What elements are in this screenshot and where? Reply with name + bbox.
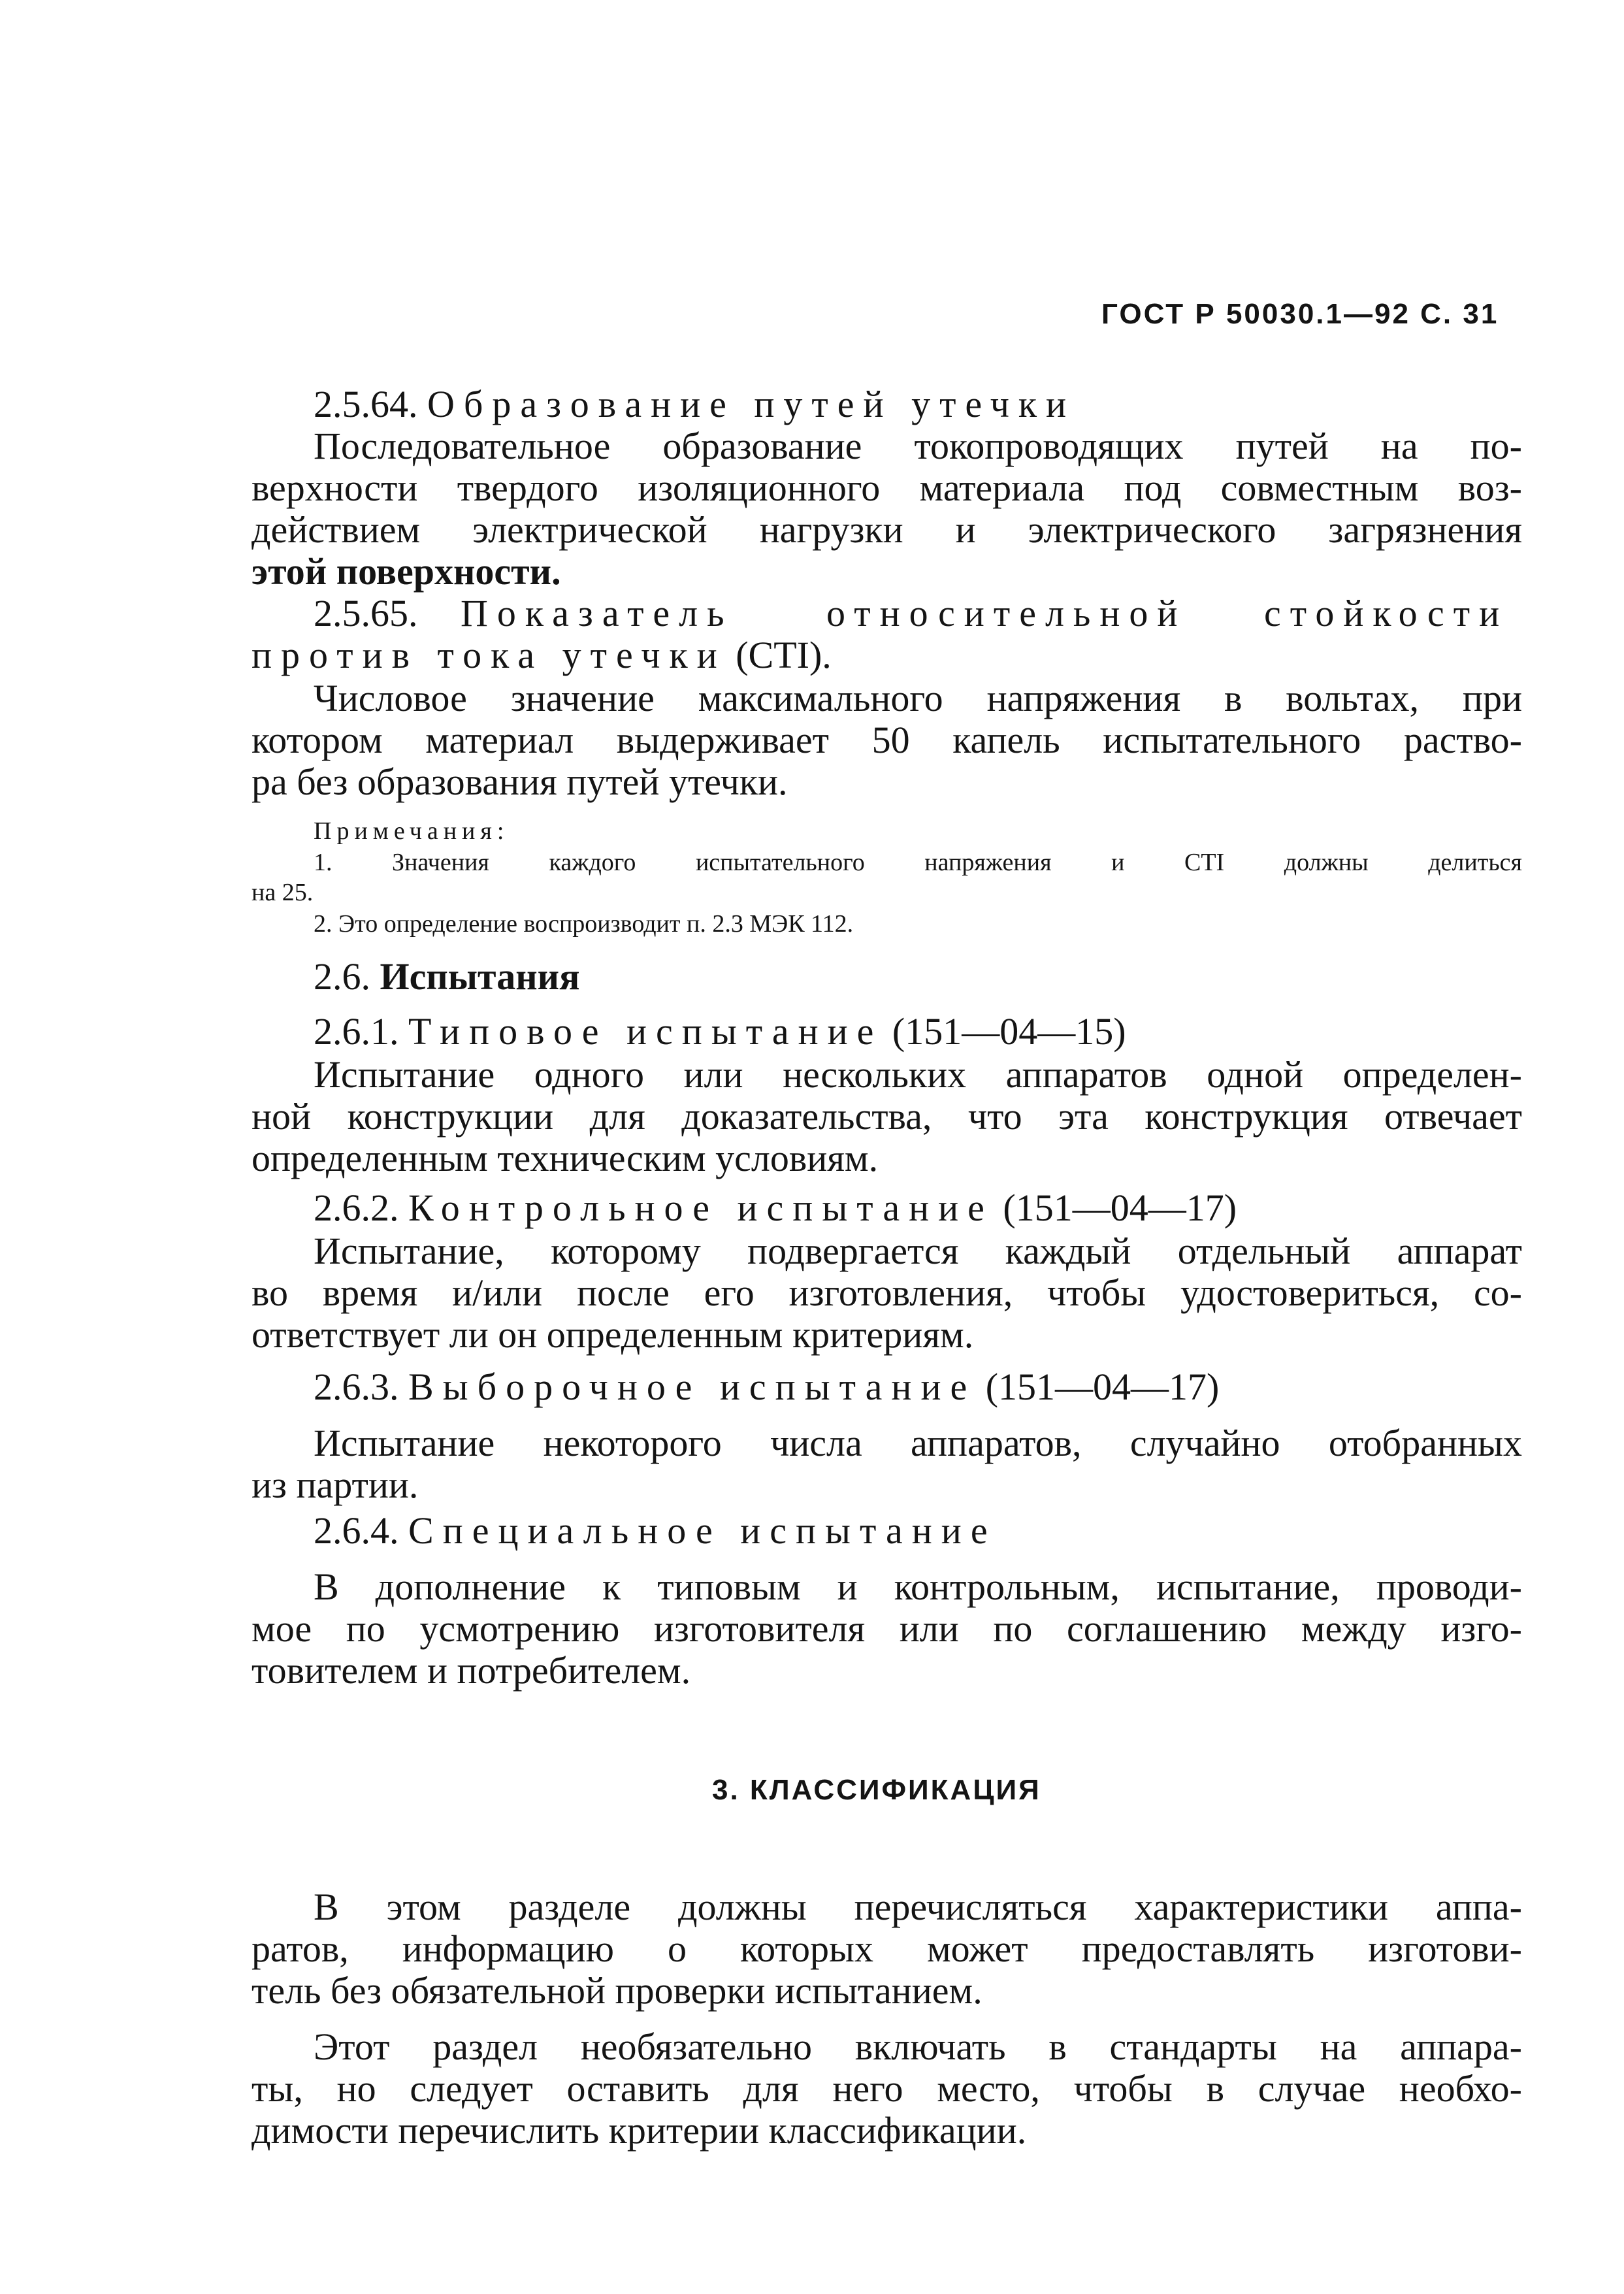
paragraph-line: димости перечислить критерии классификации. <box>252 2109 1027 2152</box>
clause-number: 2.6.3. <box>314 1366 399 1408</box>
clause-number: 2.6.4. <box>314 1509 399 1552</box>
clause-title: Выборочное испытание <box>408 1366 977 1408</box>
clause-2-6-3-heading <box>314 1366 1219 1409</box>
clause-title: Специальное испытание <box>408 1509 997 1552</box>
clause-title: Контрольное испытание <box>408 1187 994 1229</box>
clause-title: Типовое испытание <box>408 1010 883 1053</box>
paragraph-line: В этом разделе должны перечисляться характеристики аппа- <box>314 1886 1522 1928</box>
paragraph-line: ответствует ли он определенным критериям. <box>252 1313 974 1356</box>
paragraph-line: во время и/или после его изготовления, чтобы удостовериться, со- <box>252 1271 1522 1314</box>
paragraph-line: верхности твердого изоляционного материала под совместным воз- <box>252 467 1522 509</box>
clause-2-5-65-heading <box>314 592 1522 635</box>
paragraph-line: ной конструкции для доказательства, что эта конструкция отвечает <box>252 1095 1522 1138</box>
section-number: 2.6. <box>314 955 370 998</box>
clause-2-6-1-heading <box>314 1010 1126 1053</box>
paragraph-line: определенным техническим условиям. <box>252 1137 879 1179</box>
paragraph-line: Испытание некоторого числа аппаратов, случайно отобранных <box>314 1422 1522 1464</box>
clause-2-6-4-heading <box>314 1509 997 1552</box>
clause-number: 2.5.65. <box>314 592 418 634</box>
clause-number: 2.6.2. <box>314 1187 399 1229</box>
clause-abbreviation: (CTI). <box>736 634 832 676</box>
clause-number: 2.5.64. <box>314 383 418 425</box>
paragraph-line: тель без обязательной проверки испытанием. <box>252 1969 983 2012</box>
note-1: 1. Значения каждого испытательного напряжения и CTI должны делиться <box>314 849 1522 876</box>
section-2-6-heading <box>314 955 579 998</box>
paragraph-line: товителем и потребителем. <box>252 1649 691 1692</box>
paragraph-line: котором материал выдерживает 50 капель испытательного раство- <box>252 719 1522 761</box>
section-3-title: 3. КЛАССИФИКАЦИЯ <box>712 1774 1041 1806</box>
clause-code: (151—04—17) <box>1003 1187 1237 1229</box>
paragraph-line: Этот раздел необязательно включать в стандарты на аппара- <box>314 2025 1522 2068</box>
paragraph-line: Испытание, которому подвергается каждый отдельный аппарат <box>314 1230 1522 1272</box>
clause-title-part: Показатель <box>461 592 734 634</box>
paragraph-line: действием электрической нагрузки и электрического загрязнения <box>252 508 1522 551</box>
clause-title-part: против тока утечки <box>252 634 726 676</box>
clause-code: (151—04—17) <box>985 1366 1220 1408</box>
paragraph-line: Последовательное образование токопроводящих путей на по- <box>314 425 1522 467</box>
clause-title-part: стойкости <box>1264 592 1509 634</box>
notes-label: Примечания: <box>314 817 510 845</box>
note-2: 2. Это определение воспроизводит п. 2.3 МЭК 112. <box>314 910 854 938</box>
paragraph-line: ратов, информацию о которых может предоставлять изготови- <box>252 1927 1522 1970</box>
paragraph-line: Числовое значение максимального напряжения в вольтах, при <box>314 677 1522 719</box>
clause-2-6-2-heading <box>314 1187 1237 1230</box>
clause-title-part: относительной <box>826 592 1187 634</box>
clause-number: 2.6.1. <box>314 1010 399 1053</box>
paragraph-line: ра без образования путей утечки. <box>252 761 788 803</box>
paragraph-line: ты, но следует оставить для него место, чтобы в случае необхо- <box>252 2067 1522 2110</box>
clause-code: (151—04—15) <box>892 1010 1126 1053</box>
paragraph-line: мое по усмотрению изготовителя или по соглашению между изго- <box>252 1607 1522 1650</box>
clause-title: Образование путей утечки <box>427 383 1076 425</box>
paragraph-line: В дополнение к типовым и контрольным, испытание, проводи- <box>314 1565 1522 1608</box>
clause-2-5-65-heading-cont <box>252 634 832 677</box>
paragraph-line: этой поверхности. <box>252 550 561 593</box>
clause-2-5-64-heading <box>314 383 1075 426</box>
paragraph-line: из партии. <box>252 1464 419 1506</box>
note-1-continued: на 25. <box>252 879 314 906</box>
section-title: Испытания <box>380 955 580 998</box>
page-header: ГОСТ Р 50030.1—92 С. 31 <box>1101 298 1499 330</box>
paragraph-line: Испытание одного или нескольких аппаратов одной определен- <box>314 1053 1522 1096</box>
